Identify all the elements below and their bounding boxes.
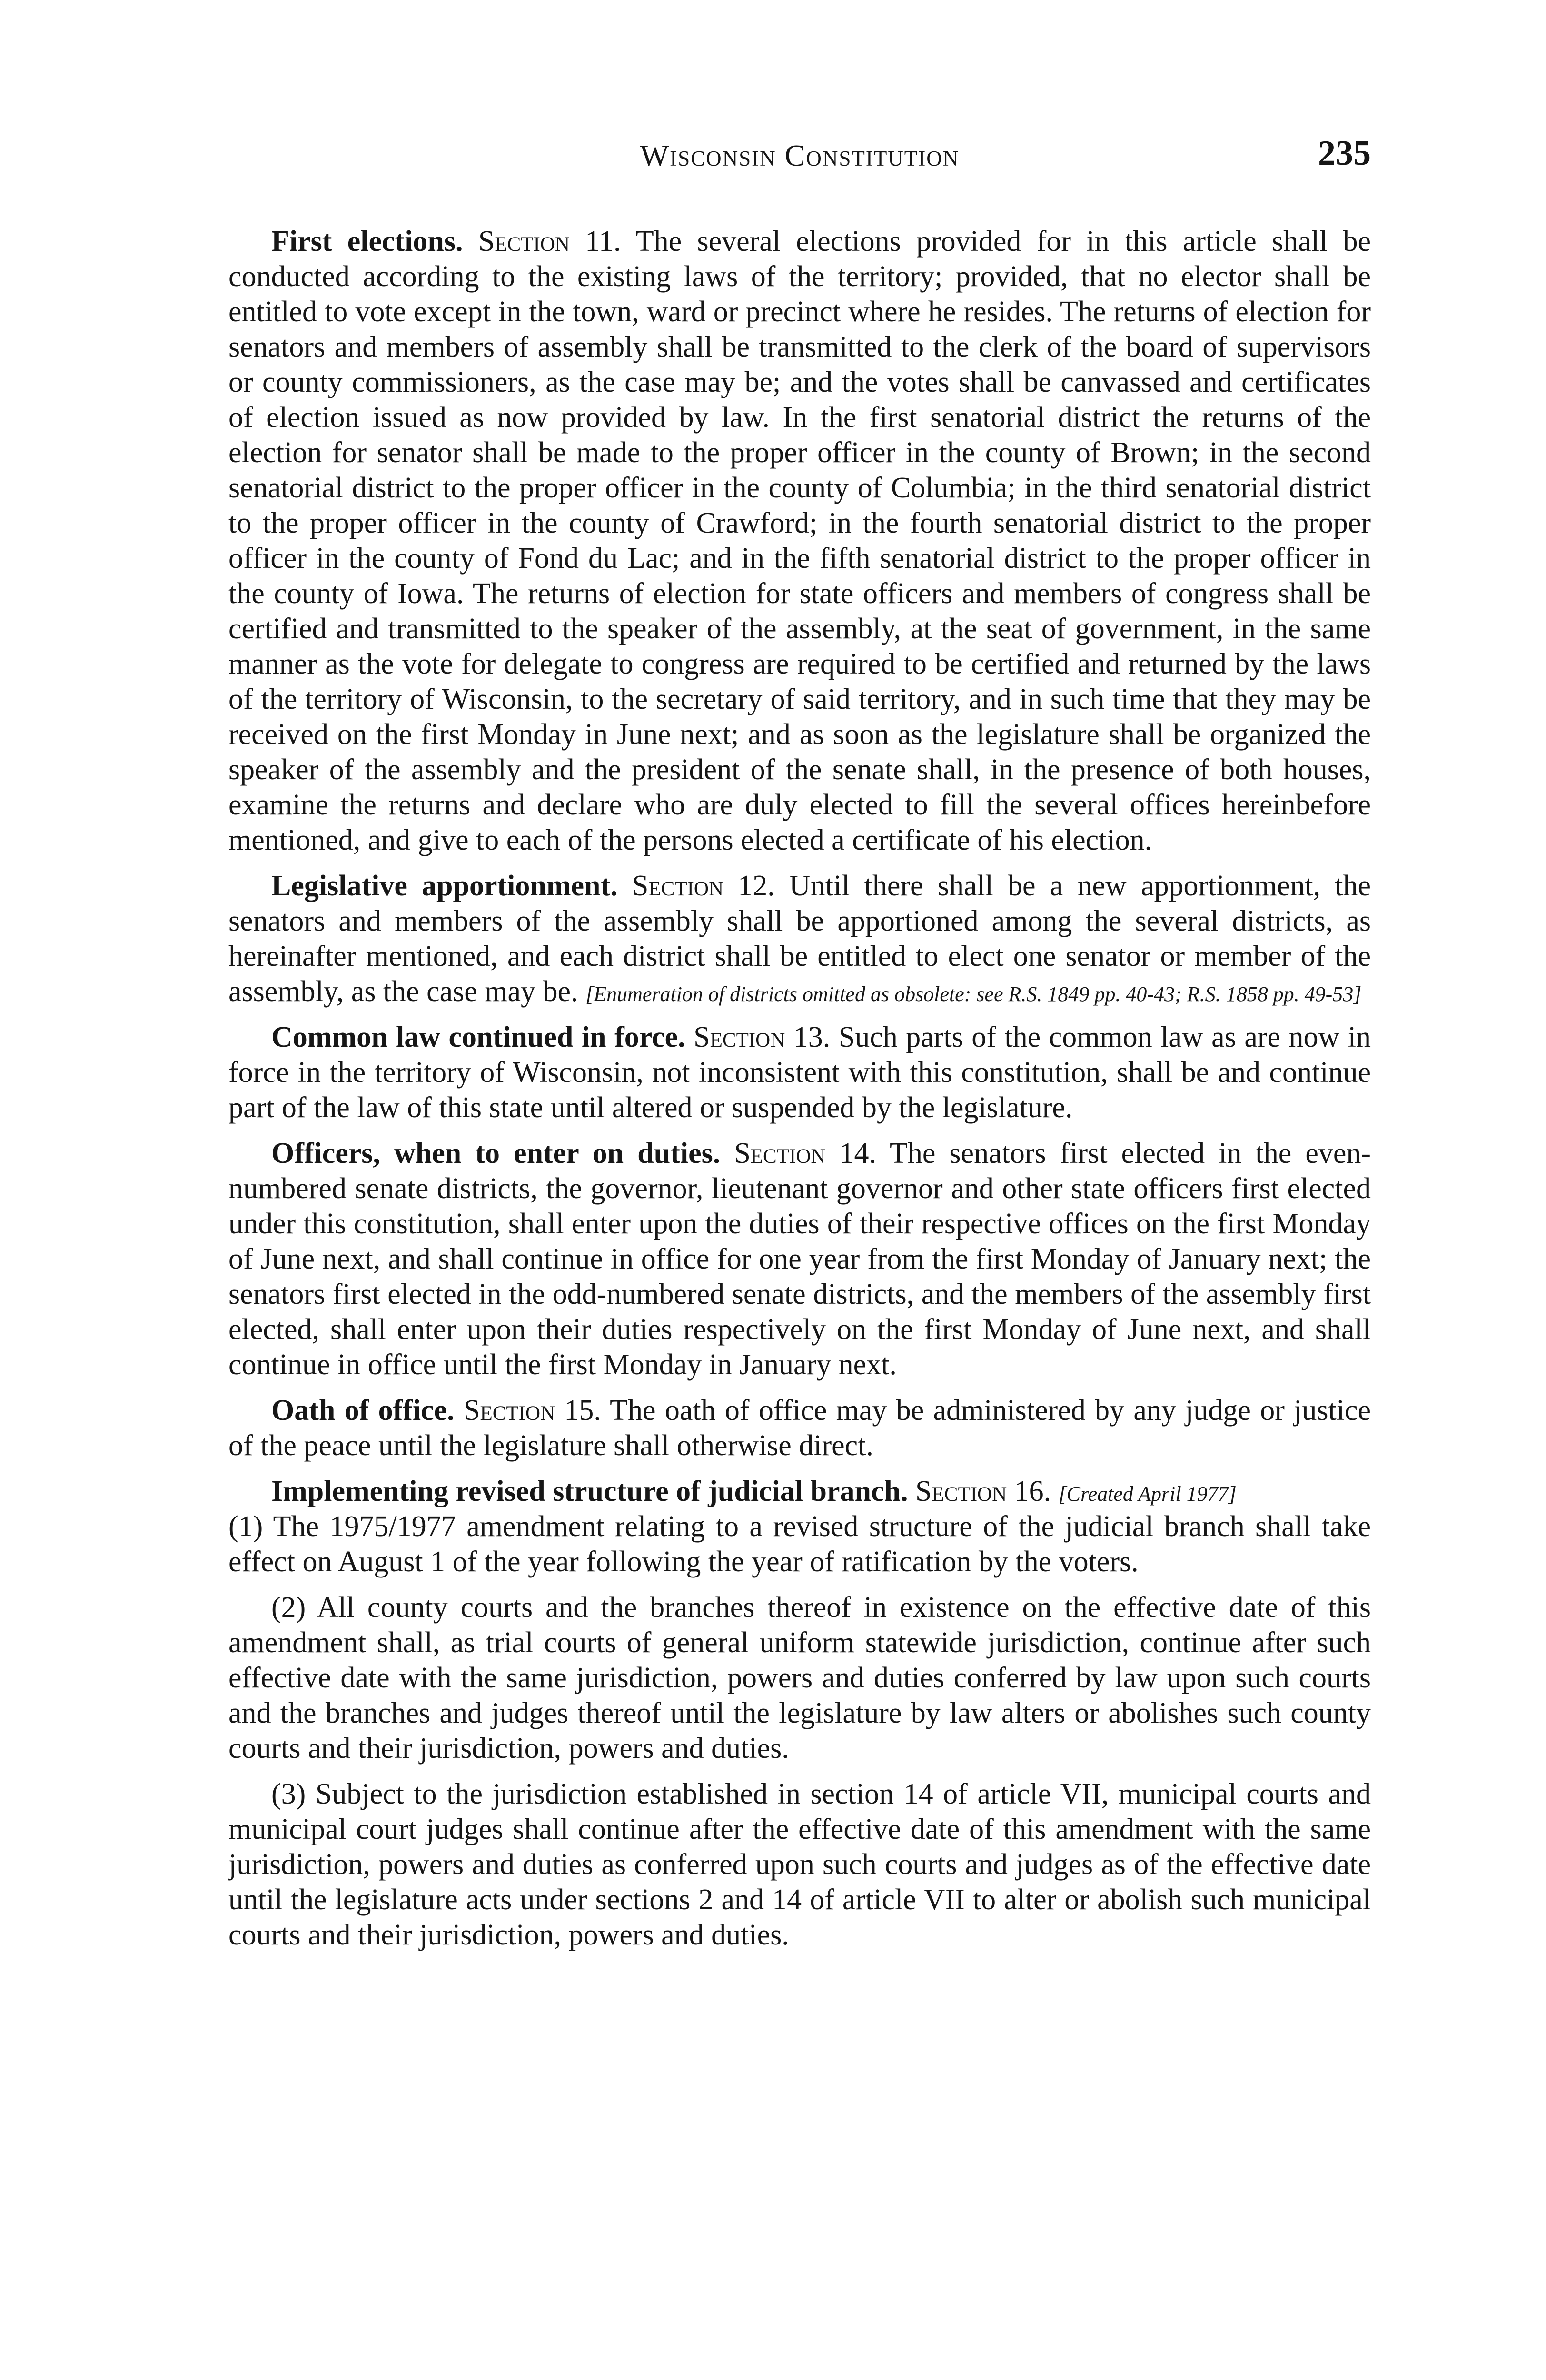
running-title: Wisconsin Constitution <box>640 139 960 172</box>
section-label: Section 14. <box>734 1137 877 1170</box>
editorial-note: [Created April 1977] <box>1058 1482 1237 1506</box>
editorial-note: [Enumeration of districts omitted as obsolete: see R.S. 1849 pp. 40-43; R.S. 1858 pp. 49-53] <box>585 982 1362 1006</box>
section-heading: First elections. <box>271 225 463 258</box>
section-16-paragraph-2: (2) All county courts and the branches thereof in existence on the effective date of this amendment shall, as trial courts of general uniform statewide jurisdiction, continue after such effective date with the same jurisdiction, powers and duties conferred by law upon such courts and the branches and judges thereof until the legislature by law alters or abolishes such county courts and their jurisdiction, powers and duties. <box>228 1591 1371 1765</box>
section-12 <box>228 868 1371 1009</box>
section-heading: Oath of office. <box>271 1394 455 1427</box>
section-heading: Common law continued in force. <box>271 1021 685 1053</box>
section-13 <box>228 1020 1371 1125</box>
section-heading: Implementing revised structure of judicial branch. <box>271 1475 908 1507</box>
body-text <box>228 224 1371 1953</box>
section-16-paragraph-3: (3) Subject to the jurisdiction established in section 14 of article VII, municipal courts and municipal court judges shall continue after the effective date of this amendment with the same jurisdiction, powers and duties as conferred upon such courts and judges as of the effective date until the legislature acts under sections 2 and 14 of article VII to alter or abolish such municipal courts and their jurisdiction, powers and duties. <box>228 1778 1371 1951</box>
section-label: Section 16. <box>915 1475 1051 1507</box>
section-14 <box>228 1136 1371 1382</box>
section-text: The senators first elected in the even-numbered senate districts, the governor, lieutenant governor and other state officers first elected under this constitution, shall enter upon the duties of their respective offices on the first Monday of June next, and shall continue in office for one year from the first Monday of January next; the senators first elected in the odd-numbered senate districts, and the members of the assembly first elected, shall enter upon their duties respectively on the first Monday of June next, and shall continue in office until the first Monday in January next. <box>228 1137 1371 1381</box>
section-heading: Legislative apportionment. <box>271 870 618 902</box>
section-text: Until there shall be a new apportionment, the senators and members of the assembly shall be apportioned among the several districts, as hereinafter mentioned, and each district shall be entitled to elect one senator or member of the assembly, as the case may be. <box>228 870 1371 1008</box>
section-label: Section 15. <box>464 1394 601 1427</box>
section-text: The oath of office may be administered by any judge or justice of the peace until the legislature shall otherwise direct. <box>228 1394 1371 1462</box>
section-label: Section 12. <box>632 870 775 902</box>
section-label: Section 11. <box>478 225 621 258</box>
section-16-paragraph-1: (1) The 1975/1977 amendment relating to a revised structure of the judicial branch shall take effect on August 1 of the year following the year of ratification by the voters. <box>228 1510 1371 1578</box>
page-number: 235 <box>1318 134 1371 173</box>
section-text: The several elections provided for in this article shall be conducted according to the existing laws of the territory; provided, that no elector shall be entitled to vote except in the town, ward or precinct where he resides. The returns of election for senators and members of assembly shall be transmitted to the clerk of the board of supervisors or county commissioners, as the case may be; and the votes shall be canvassed and certificates of election issued as now provided by law. In the first senatorial district the returns of the election for senator shall be made to the proper officer in the county of Brown; in the second senatorial district to the proper officer in the county of Columbia; in the third senatorial district to the proper officer in the county of Crawford; in the fourth senatorial district to the proper officer in the county of Fond du Lac; and in the fifth senatorial district to the proper officer in the county of Iowa. The returns of election for state officers and members of congress shall be certified and transmitted to the speaker of the assembly, at the seat of government, in the same manner as the vote for delegate to congress are required to be certified and returned by the laws of the territory of Wisconsin, to the secretary of said territory, and in such time that they may be received on the first Monday in June next; and as soon as the legislature shall be organized the speaker of the assembly and the president of the senate shall, in the presence of both houses, examine the returns and declare who are duly elected to fill the several offices hereinbefore mentioned, and give to each of the persons elected a certificate of his election. <box>228 225 1371 856</box>
section-15 <box>228 1393 1371 1463</box>
section-11 <box>228 224 1371 858</box>
section-heading: Officers, when to enter on duties. <box>271 1137 721 1170</box>
section-16 <box>228 1474 1371 1509</box>
section-text: Such parts of the common law as are now in force in the territory of Wisconsin, not inconsistent with this constitution, shall be and continue part of the law of this state until altered or suspended by the legislature. <box>228 1021 1371 1124</box>
running-header <box>228 129 1371 186</box>
section-label: Section 13. <box>694 1021 831 1053</box>
document-page <box>228 129 1371 1963</box>
